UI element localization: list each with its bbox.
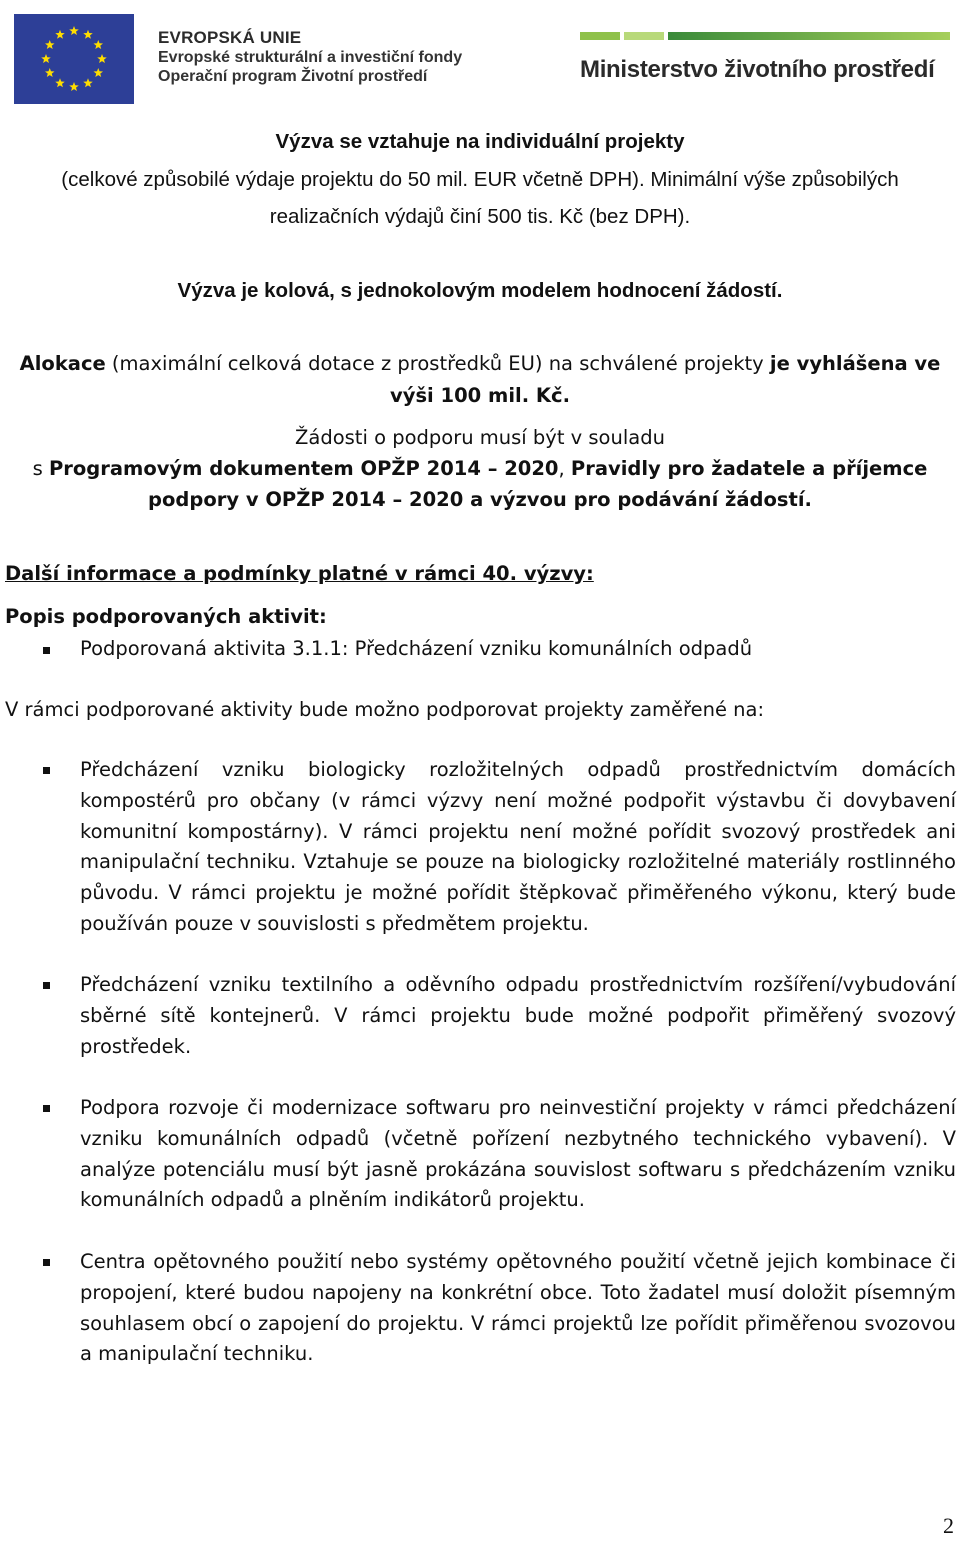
allocation-line-2: výši 100 mil. Kč.: [390, 384, 570, 407]
eu-funds-line: Evropské strukturální a investiční fondy: [158, 49, 463, 66]
requirements-comma: ,: [558, 457, 571, 480]
allocation-bold-2: je vyhlášena ve: [769, 352, 941, 375]
list-item-text: Předcházení vzniku biologicky rozložitelných odpadů prostřednictvím domácích kompostérů pro občany (v rámci výzvy není možné podpořit výstavbu či dovybavení komunitní kompostárny). V rámci projektu není možné pořídit svozový prostředek ani manipulační techniku. Vztahuje se pouze na biologicky rozložitelné materiály rostlinného původu. V rámci projektu je možné pořídit štěpkovač přiměřeného výkonu, který bude používán pouze v souvislosti s předmětem projektu.: [80, 758, 956, 935]
requirements-line-2: [0, 457, 960, 480]
bullet-square-icon: [43, 767, 50, 774]
page-header: [0, 0, 960, 110]
eu-title: EVROPSKÁ UNIE: [158, 28, 302, 47]
round-text: Výzva je kolová, s jednokolovým modelem hodnocení žádostí.: [177, 279, 783, 302]
intro-line-2: realizačních výdajů činí 500 tis. Kč (bez DPH).: [269, 205, 691, 228]
bullet-square-icon: [43, 982, 50, 989]
list-item-text: Podpora rozvoje či modernizace softwaru pro neinvestiční projekty v rámci předcházení vzniku komunálních odpadů (včetně pořízení nezbytného technického vybavení). V analýze potenciálu musí být jasně prokázána souvislost softwaru s předcházením vzniku komunálních odpadů a plněním indikátorů projektu.: [80, 1096, 956, 1212]
rules-applicants: Pravidly pro žadatele a příjemce: [570, 457, 928, 480]
activities-subheading: Popis podporovaných aktivit:: [5, 605, 327, 628]
allocation-line-1: [0, 352, 960, 375]
ministry-logo: [580, 32, 950, 84]
ministry-logo-bar: [580, 32, 950, 40]
eu-logo-text: [158, 28, 462, 86]
activities-intro: V rámci podporované aktivity bude možno podporovat projekty zaměřené na:: [5, 698, 765, 721]
allocation-bold-1: Alokace: [19, 352, 106, 375]
eu-flag-logo: [14, 14, 134, 104]
page-number: 2: [943, 1513, 954, 1538]
section-heading: Další informace a podmínky platné v rámci 40. výzvy:: [5, 562, 594, 585]
programme-document: Programovým dokumentem OPŽP 2014 – 2020: [48, 457, 559, 480]
ministry-name: Ministerstvo životního prostředí: [580, 56, 935, 83]
requirements-line-3: podpory v OPŽP 2014 – 2020 a výzvou pro podávání žádostí.: [148, 488, 812, 511]
list-item-text: Centra opětovného použití nebo systémy opětovného použití včetně jejich kombinace či propojení, které budou napojeny na konkrétní obce. Toto žadatel musí doložit písemným souhlasem obcí o zapojení do projektu. V rámci projektů lze pořídit přiměřenou svozovou a manipulační techniku.: [80, 1250, 956, 1366]
bullet-square-icon: [43, 647, 50, 654]
bullet-square-icon: [43, 1105, 50, 1112]
bullet-square-icon: [43, 1259, 50, 1266]
requirements-line-1: Žádosti o podporu musí být v souladu: [295, 426, 665, 449]
allocation-mid: (maximální celková dotace z prostředků EU) na schválené projekty: [105, 352, 770, 375]
requirements-s: s: [32, 457, 49, 480]
op-program-line: Operační program Životní prostředí: [158, 68, 428, 85]
list-item-text: Předcházení vzniku textilního a oděvního odpadu prostřednictvím rozšíření/vybudování sběrné sítě kontejnerů. V rámci projektu bude možné podpořit přiměřený svozový prostředek.: [80, 973, 956, 1058]
intro-line-1: (celkové způsobilé výdaje projektu do 50 mil. EUR včetně DPH). Minimální výše způsobilých: [61, 168, 899, 191]
call-title: Výzva se vztahuje na individuální projekty: [275, 130, 685, 153]
activity-text: Podporovaná aktivita 3.1.1: Předcházení vzniku komunálních odpadů: [80, 637, 753, 660]
